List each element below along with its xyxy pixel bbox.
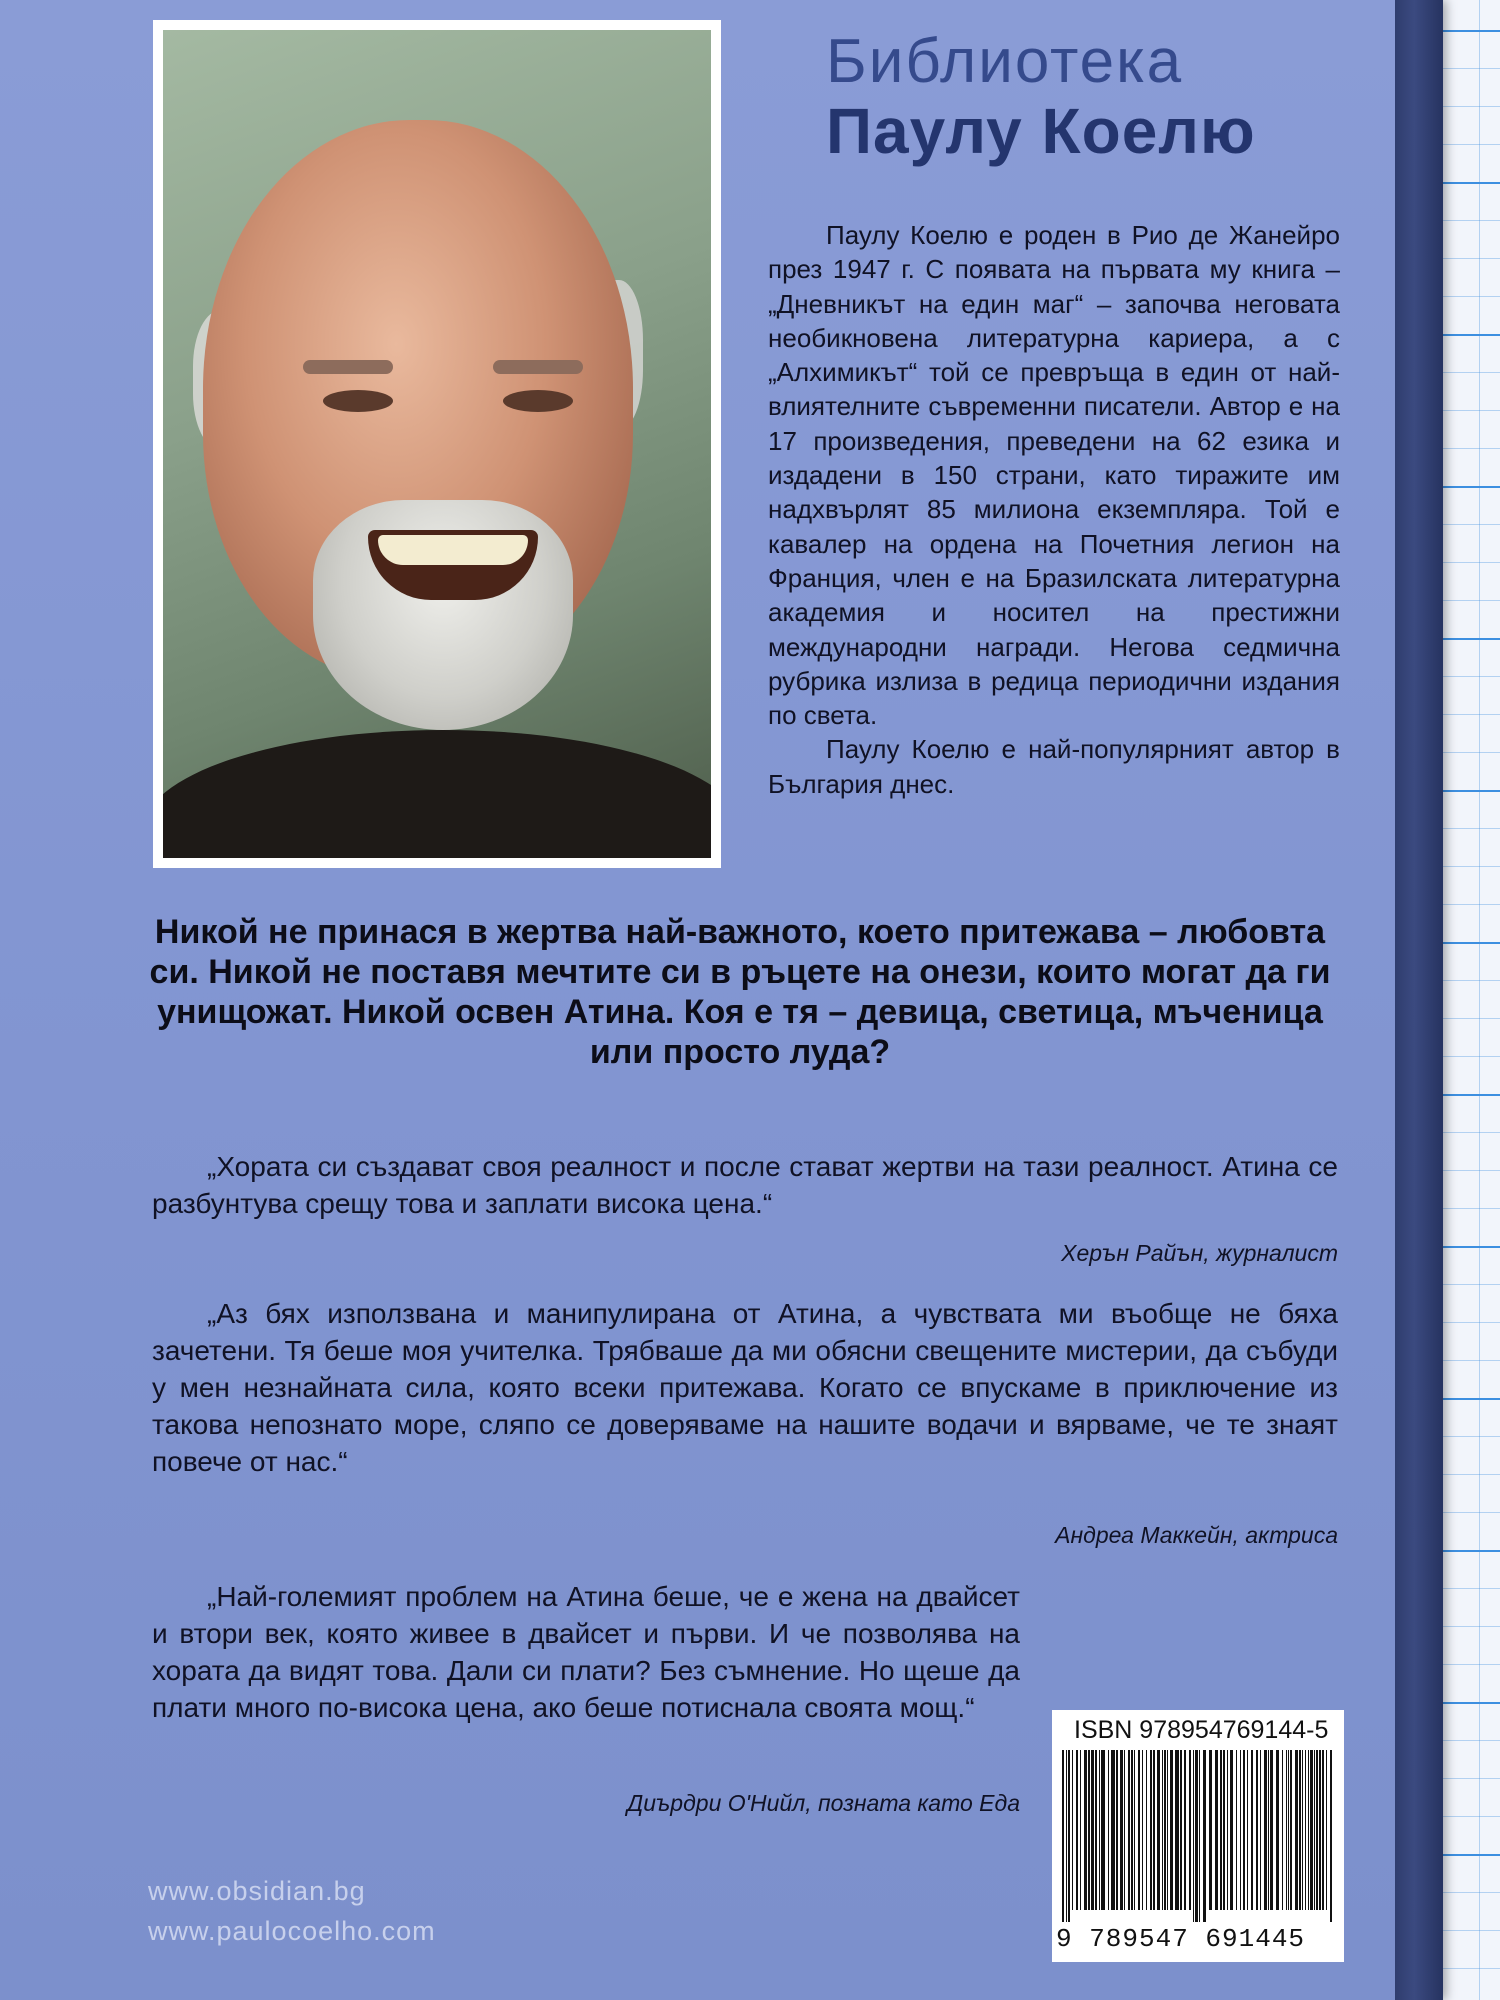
quote-3: „Най-големият проблем на Атина беше, че е жена на двайсет и втори век, която живее в двайсет и първи. И че позволява на хората да видят това. Дали си плати? Без съмнение. Но щеше да плати много по-висока цена, ако беше потиснала своята мощ.“ — [152, 1581, 1020, 1723]
barcode-bar — [1276, 1750, 1279, 1910]
barcode-bar — [1120, 1750, 1123, 1910]
barcode-bar — [1227, 1750, 1228, 1910]
barcode-digits: 9 789547 691445 — [1056, 1924, 1306, 1954]
barcode-bar — [1299, 1750, 1301, 1910]
barcode-bar — [1153, 1750, 1155, 1910]
barcode-bar — [1062, 1750, 1064, 1922]
barcode-bar — [1199, 1750, 1200, 1922]
barcode-bar — [1268, 1750, 1269, 1910]
barcode-bar — [1256, 1750, 1258, 1910]
barcode-bar — [1282, 1750, 1283, 1910]
barcode-bar — [1066, 1750, 1067, 1922]
barcode-bar — [1193, 1750, 1194, 1922]
barcode-bar — [1302, 1750, 1303, 1910]
barcode-bar — [1264, 1750, 1267, 1910]
barcode-bar — [1142, 1750, 1143, 1910]
barcode-bar — [1101, 1750, 1105, 1910]
barcode-bar — [1189, 1750, 1191, 1910]
barcode-bar — [1322, 1750, 1324, 1910]
barcode-bar — [1290, 1750, 1292, 1910]
barcode-bar — [1164, 1750, 1166, 1910]
barcode-bar — [1330, 1750, 1332, 1922]
barcode-bar — [1305, 1750, 1306, 1910]
series-title-light: Библиотека — [826, 27, 1184, 96]
barcode-bar — [1088, 1750, 1090, 1910]
series-title-bold: Паулу Коелю — [826, 95, 1256, 167]
quote-1-attribution: Херън Райън, журналист — [1061, 1240, 1338, 1266]
barcode-bar — [1288, 1750, 1289, 1910]
barcode-bar — [1286, 1750, 1287, 1910]
barcode-bar — [1175, 1750, 1179, 1910]
quote-1: „Хората си създават своя реалност и после стават жертви на тази реалност. Атина се разбунтува срещу това и заплати висока цена.“ — [152, 1151, 1338, 1219]
barcode-bar — [1184, 1750, 1186, 1910]
author-photo — [153, 20, 721, 868]
barcode-bar — [1260, 1750, 1261, 1910]
barcode-bar — [1116, 1750, 1118, 1910]
barcode — [1058, 1750, 1338, 1922]
barcode-bar — [1084, 1750, 1087, 1910]
author-shirt — [163, 730, 711, 858]
bio-paragraph-1: Паулу Коелю е роден в Рио де Жанейро през 1947 г. С появата на първата му книга – „Дневникът на един маг“ – започва неговата необикновена литературна кариера, а с „Алхимикът“ той се превръща в един от най-влиятелните съвременни писатели. Автор е на 17 произведения, преведени на 62 езика и издадени в 150 страни, като тиражите им надхвърлят 85 милиона екземпляра. Той е кавалер на ордена на Почетния легион на Франция, член е на Бразилската литературна академия и носител на престижни международни награди. Негова седмична рубрика излиза в редица периодични издания по света. — [768, 220, 1340, 731]
quote-2: „Аз бях използвана и манипулирана от Атина, а чувствата ми въобще не бяха зачетени. Тя беше моя учителка. Трябваше да ми обясни свещените мистерии, да събуди у мен незнайната сила, която всеки притежава. Когато се впускаме в приключение из такова непознато море, сляпо се доверяваме на нашите водачи и вярваме, че те знаят повече от нас.“ — [152, 1298, 1338, 1477]
blurb-headline: Никой не принася в жертва най-важното, което притежава – любовта си. Никой не поставя мечтите си в ръцете на онези, които могат да ги унищожат. Никой освен Атина. Коя е тя – девица, светица, мъченица или просто луда? — [149, 913, 1331, 1071]
barcode-bar — [1195, 1750, 1198, 1922]
website-link-obsidian[interactable]: www.obsidian.bg — [148, 1876, 366, 1906]
website-link-paulocoelho[interactable]: www.paulocoelho.com — [148, 1916, 436, 1946]
barcode-bar — [1072, 1750, 1073, 1910]
barcode-bar — [1157, 1750, 1160, 1910]
barcode-bar — [1236, 1750, 1237, 1910]
barcode-bar — [1131, 1750, 1133, 1910]
barcode-bar — [1203, 1750, 1206, 1922]
barcode-bar — [1270, 1750, 1273, 1910]
barcode-bar — [1076, 1750, 1078, 1910]
barcode-bar — [1138, 1750, 1140, 1910]
barcode-bar — [1223, 1750, 1225, 1910]
barcode-bar — [1124, 1750, 1125, 1910]
barcode-bar — [1091, 1750, 1094, 1910]
barcode-bar — [1167, 1750, 1168, 1910]
barcode-bar — [1209, 1750, 1212, 1910]
isbn-text: ISBN 978954769144-5 — [1074, 1716, 1329, 1744]
quote-3-attribution: Диърдри О'Нийл, позната като Еда — [627, 1790, 1020, 1816]
barcode-bar — [1215, 1750, 1218, 1910]
barcode-bar — [1068, 1750, 1070, 1922]
barcode-bar — [1314, 1750, 1315, 1910]
barcode-bar — [1230, 1750, 1233, 1910]
barcode-bar — [1080, 1750, 1081, 1910]
bio-paragraph-2: Паулу Коелю е най-популярният автор в България днес. — [768, 734, 1340, 799]
barcode-bar — [1310, 1750, 1313, 1910]
barcode-bar — [1134, 1750, 1135, 1910]
barcode-bar — [1150, 1750, 1152, 1910]
barcode-bar — [1146, 1750, 1147, 1910]
barcode-bar — [1108, 1750, 1109, 1910]
barcode-bar — [1180, 1750, 1182, 1910]
barcode-bar — [1099, 1750, 1100, 1910]
barcode-bar — [1326, 1750, 1327, 1910]
barcode-bar — [1247, 1750, 1248, 1910]
barcode-bar — [1095, 1750, 1097, 1910]
author-bio — [768, 218, 1340, 801]
barcode-bar — [1319, 1750, 1321, 1910]
barcode-bar — [1295, 1750, 1298, 1910]
barcode-bar — [1128, 1750, 1130, 1910]
isbn-barcode-label — [1052, 1710, 1344, 1962]
barcode-bar — [1251, 1750, 1253, 1910]
barcode-bar — [1111, 1750, 1115, 1910]
barcode-bar — [1162, 1750, 1163, 1910]
barcode-bar — [1243, 1750, 1245, 1910]
quote-2-attribution: Андреа Маккейн, актриса — [1055, 1522, 1338, 1548]
barcode-bar — [1220, 1750, 1222, 1910]
barcode-bar — [1308, 1750, 1309, 1910]
barcode-bar — [1316, 1750, 1318, 1910]
book-spine — [1395, 0, 1443, 2000]
barcode-bar — [1240, 1750, 1241, 1910]
author-portrait — [163, 30, 711, 858]
barcode-bar — [1170, 1750, 1173, 1910]
